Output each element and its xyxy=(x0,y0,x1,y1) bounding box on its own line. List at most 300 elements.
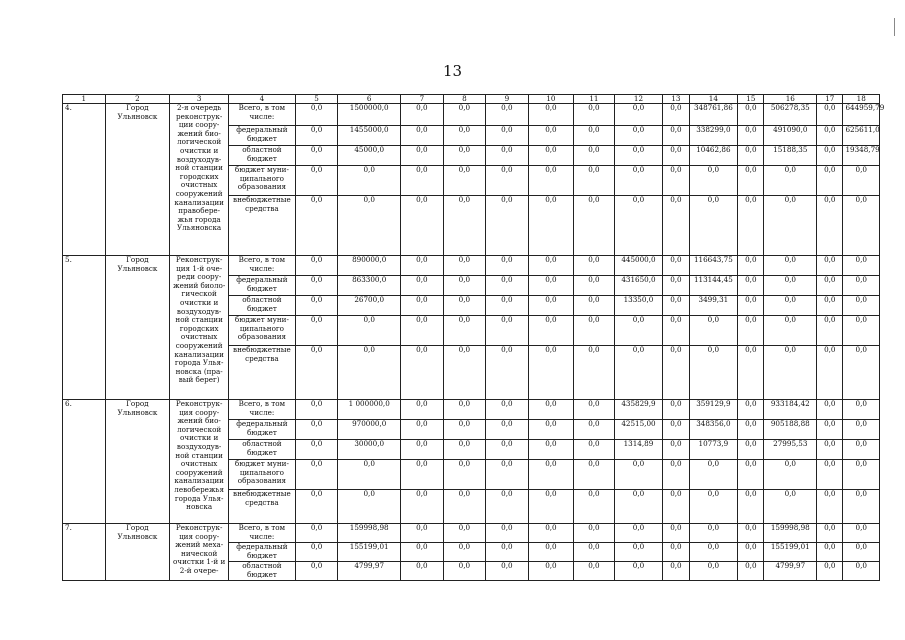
amount-cell: 0,0 xyxy=(443,196,486,256)
amount-cell: 155199,01 xyxy=(764,543,817,562)
amount-cell: 0,0 xyxy=(401,276,444,296)
amount-cell: 0,0 xyxy=(574,196,614,256)
amount-cell: 0,0 xyxy=(614,166,663,196)
funding-source: бюджет муни-ципального образования xyxy=(229,166,296,196)
amount-cell: 0,0 xyxy=(443,346,486,400)
column-number-header: 10 xyxy=(528,95,574,104)
amount-cell: 0,0 xyxy=(528,104,574,126)
amount-cell: 0,0 xyxy=(574,562,614,581)
amount-cell: 0,0 xyxy=(843,524,880,543)
amount-cell: 0,0 xyxy=(443,146,486,166)
amount-cell: 0,0 xyxy=(486,562,529,581)
amount-cell: 0,0 xyxy=(486,126,529,146)
funding-source: Всего, в том числе: xyxy=(229,256,296,276)
amount-cell: 0,0 xyxy=(574,276,614,296)
project-city: Город Ульяновск xyxy=(105,400,170,524)
funding-source: Всего, в том числе: xyxy=(229,104,296,126)
amount-cell: 0,0 xyxy=(528,296,574,316)
amount-cell: 0,0 xyxy=(689,196,738,256)
project-number: 7. xyxy=(63,524,106,581)
amount-cell: 0,0 xyxy=(614,490,663,524)
amount-cell: 0,0 xyxy=(764,256,817,276)
amount-cell: 0,0 xyxy=(401,126,444,146)
amount-cell: 0,0 xyxy=(738,440,764,460)
table-row xyxy=(63,256,880,276)
amount-cell: 0,0 xyxy=(738,420,764,440)
amount-cell: 0,0 xyxy=(295,104,338,126)
amount-cell: 0,0 xyxy=(401,460,444,490)
column-number-header: 16 xyxy=(764,95,817,104)
amount-cell: 0,0 xyxy=(663,420,689,440)
amount-cell: 0,0 xyxy=(528,400,574,420)
funding-source: федеральный бюджет xyxy=(229,276,296,296)
amount-cell: 0,0 xyxy=(574,296,614,316)
amount-cell: 0,0 xyxy=(843,316,880,346)
amount-cell: 0,0 xyxy=(738,316,764,346)
amount-cell: 0,0 xyxy=(401,420,444,440)
amount-cell: 0,0 xyxy=(295,562,338,581)
amount-cell: 0,0 xyxy=(738,490,764,524)
amount-cell: 0,0 xyxy=(614,543,663,562)
amount-cell: 0,0 xyxy=(338,490,401,524)
amount-cell: 0,0 xyxy=(528,346,574,400)
amount-cell: 0,0 xyxy=(843,562,880,581)
column-number-header: 18 xyxy=(843,95,880,104)
amount-cell: 0,0 xyxy=(817,276,843,296)
amount-cell: 0,0 xyxy=(843,196,880,256)
amount-cell: 0,0 xyxy=(738,562,764,581)
amount-cell: 0,0 xyxy=(663,166,689,196)
amount-cell: 0,0 xyxy=(295,256,338,276)
amount-cell: 0,0 xyxy=(663,440,689,460)
amount-cell: 13350,0 xyxy=(614,296,663,316)
amount-cell: 0,0 xyxy=(443,562,486,581)
column-number-header: 17 xyxy=(817,95,843,104)
amount-cell: 0,0 xyxy=(528,126,574,146)
amount-cell: 0,0 xyxy=(486,346,529,400)
funding-source: бюджет муни-ципального образования xyxy=(229,460,296,490)
amount-cell: 933184,42 xyxy=(764,400,817,420)
amount-cell: 0,0 xyxy=(295,460,338,490)
project-object: Реконструк-ция 1-й оче-реди соору-жений биоло-гической очистки и воздуходув-ной станции городских очистных сооружений канализации города Улья-новска (пра-вый берег) xyxy=(170,256,229,400)
amount-cell: 3499,31 xyxy=(689,296,738,316)
amount-cell: 0,0 xyxy=(295,543,338,562)
amount-cell: 0,0 xyxy=(338,166,401,196)
amount-cell: 0,0 xyxy=(689,316,738,346)
amount-cell: 0,0 xyxy=(574,166,614,196)
amount-cell: 0,0 xyxy=(443,420,486,440)
funding-source: областной бюджет xyxy=(229,562,296,581)
amount-cell: 0,0 xyxy=(764,460,817,490)
amount-cell: 0,0 xyxy=(443,256,486,276)
amount-cell: 0,0 xyxy=(614,460,663,490)
amount-cell: 0,0 xyxy=(614,316,663,346)
amount-cell: 0,0 xyxy=(738,146,764,166)
funding-source: федеральный бюджет xyxy=(229,543,296,562)
page-number: 13 xyxy=(442,62,463,80)
amount-cell: 0,0 xyxy=(738,256,764,276)
amount-cell: 0,0 xyxy=(817,440,843,460)
column-number-header: 14 xyxy=(689,95,738,104)
column-number-header: 11 xyxy=(574,95,614,104)
amount-cell: 0,0 xyxy=(295,196,338,256)
funding-source: Всего, в том числе: xyxy=(229,524,296,543)
column-number-header: 9 xyxy=(486,95,529,104)
amount-cell: 0,0 xyxy=(817,543,843,562)
column-number-header: 12 xyxy=(614,95,663,104)
amount-cell: 0,0 xyxy=(574,256,614,276)
amount-cell: 0,0 xyxy=(689,346,738,400)
column-number-header: 4 xyxy=(229,95,296,104)
amount-cell: 0,0 xyxy=(663,346,689,400)
amount-cell: 0,0 xyxy=(528,460,574,490)
amount-cell: 0,0 xyxy=(817,420,843,440)
amount-cell: 863300,0 xyxy=(338,276,401,296)
amount-cell: 0,0 xyxy=(817,562,843,581)
funding-source: областной бюджет xyxy=(229,296,296,316)
table-row xyxy=(63,400,880,420)
amount-cell: 0,0 xyxy=(817,490,843,524)
amount-cell: 0,0 xyxy=(574,126,614,146)
amount-cell: 42515,00 xyxy=(614,420,663,440)
amount-cell: 0,0 xyxy=(295,400,338,420)
amount-cell: 0,0 xyxy=(486,296,529,316)
amount-cell: 0,0 xyxy=(528,276,574,296)
amount-cell: 0,0 xyxy=(486,196,529,256)
amount-cell: 0,0 xyxy=(401,316,444,346)
amount-cell: 0,0 xyxy=(764,490,817,524)
amount-cell: 0,0 xyxy=(689,460,738,490)
project-object: Реконструк-ция соору-жений меха-нической очистки 1-й и 2-й очере- xyxy=(170,524,229,581)
amount-cell: 0,0 xyxy=(574,490,614,524)
amount-cell: 4799,97 xyxy=(764,562,817,581)
amount-cell: 0,0 xyxy=(401,562,444,581)
amount-cell: 0,0 xyxy=(295,490,338,524)
amount-cell: 0,0 xyxy=(614,196,663,256)
amount-cell: 0,0 xyxy=(689,543,738,562)
project-city: Город Ульяновск xyxy=(105,256,170,400)
amount-cell: 0,0 xyxy=(401,490,444,524)
amount-cell: 0,0 xyxy=(401,196,444,256)
amount-cell: 0,0 xyxy=(443,400,486,420)
amount-cell: 0,0 xyxy=(486,276,529,296)
amount-cell: 491090,0 xyxy=(764,126,817,146)
amount-cell: 0,0 xyxy=(486,524,529,543)
amount-cell: 116643,75 xyxy=(689,256,738,276)
amount-cell: 348356,0 xyxy=(689,420,738,440)
amount-cell: 0,0 xyxy=(614,524,663,543)
amount-cell: 0,0 xyxy=(689,524,738,543)
funding-source: областной бюджет xyxy=(229,146,296,166)
amount-cell: 0,0 xyxy=(614,146,663,166)
amount-cell: 0,0 xyxy=(817,316,843,346)
amount-cell: 0,0 xyxy=(401,543,444,562)
amount-cell: 0,0 xyxy=(528,256,574,276)
amount-cell: 0,0 xyxy=(486,490,529,524)
amount-cell: 0,0 xyxy=(738,276,764,296)
column-number-header: 7 xyxy=(401,95,444,104)
amount-cell: 0,0 xyxy=(817,400,843,420)
amount-cell: 0,0 xyxy=(689,490,738,524)
amount-cell: 0,0 xyxy=(528,316,574,346)
amount-cell: 0,0 xyxy=(843,296,880,316)
amount-cell: 0,0 xyxy=(614,562,663,581)
amount-cell: 0,0 xyxy=(486,256,529,276)
amount-cell: 0,0 xyxy=(574,316,614,346)
funding-source: бюджет муни-ципального образования xyxy=(229,316,296,346)
table-row xyxy=(63,524,880,543)
amount-cell: 0,0 xyxy=(738,166,764,196)
amount-cell: 905188,88 xyxy=(764,420,817,440)
project-number: 6. xyxy=(63,400,106,524)
column-number-header: 3 xyxy=(170,95,229,104)
amount-cell: 0,0 xyxy=(817,196,843,256)
amount-cell: 0,0 xyxy=(401,256,444,276)
column-number-header: 8 xyxy=(443,95,486,104)
amount-cell: 338299,0 xyxy=(689,126,738,146)
amount-cell: 348761,86 xyxy=(689,104,738,126)
amount-cell: 0,0 xyxy=(443,460,486,490)
amount-cell: 0,0 xyxy=(843,420,880,440)
amount-cell: 0,0 xyxy=(443,166,486,196)
funding-source: внебюджетные средства xyxy=(229,490,296,524)
amount-cell: 0,0 xyxy=(574,104,614,126)
amount-cell: 0,0 xyxy=(574,346,614,400)
amount-cell: 0,0 xyxy=(443,296,486,316)
amount-cell: 0,0 xyxy=(443,440,486,460)
amount-cell: 0,0 xyxy=(817,104,843,126)
amount-cell: 0,0 xyxy=(401,524,444,543)
amount-cell: 0,0 xyxy=(574,146,614,166)
amount-cell: 0,0 xyxy=(486,104,529,126)
amount-cell: 970000,0 xyxy=(338,420,401,440)
amount-cell: 0,0 xyxy=(295,276,338,296)
amount-cell: 30000,0 xyxy=(338,440,401,460)
amount-cell: 4799,97 xyxy=(338,562,401,581)
amount-cell: 0,0 xyxy=(817,460,843,490)
amount-cell: 159998,98 xyxy=(338,524,401,543)
amount-cell: 0,0 xyxy=(401,104,444,126)
column-number-header: 2 xyxy=(105,95,170,104)
amount-cell: 0,0 xyxy=(528,166,574,196)
amount-cell: 0,0 xyxy=(663,543,689,562)
amount-cell: 0,0 xyxy=(295,316,338,346)
amount-cell: 0,0 xyxy=(663,196,689,256)
amount-cell: 0,0 xyxy=(663,104,689,126)
amount-cell: 0,0 xyxy=(663,524,689,543)
funding-source: федеральный бюджет xyxy=(229,420,296,440)
amount-cell: 0,0 xyxy=(486,166,529,196)
amount-cell: 0,0 xyxy=(689,562,738,581)
amount-cell: 0,0 xyxy=(663,276,689,296)
amount-cell: 0,0 xyxy=(574,460,614,490)
amount-cell: 0,0 xyxy=(764,196,817,256)
amount-cell: 0,0 xyxy=(401,166,444,196)
project-object: Реконструк-ция соору-жений био-логической очистки и воздуходув-ной станции очистных сооружений канализации левобережья города Улья-новска xyxy=(170,400,229,524)
amount-cell: 0,0 xyxy=(614,346,663,400)
amount-cell: 113144,45 xyxy=(689,276,738,296)
amount-cell: 0,0 xyxy=(764,296,817,316)
amount-cell: 0,0 xyxy=(486,420,529,440)
amount-cell: 0,0 xyxy=(663,460,689,490)
amount-cell: 0,0 xyxy=(401,146,444,166)
amount-cell: 0,0 xyxy=(738,296,764,316)
amount-cell: 0,0 xyxy=(738,104,764,126)
amount-cell: 155199,01 xyxy=(338,543,401,562)
amount-cell: 0,0 xyxy=(764,276,817,296)
amount-cell: 0,0 xyxy=(843,543,880,562)
amount-cell: 0,0 xyxy=(486,543,529,562)
table-row xyxy=(63,104,880,126)
amount-cell: 0,0 xyxy=(486,400,529,420)
amount-cell: 0,0 xyxy=(738,126,764,146)
amount-cell: 0,0 xyxy=(295,440,338,460)
amount-cell: 15188,35 xyxy=(764,146,817,166)
amount-cell: 0,0 xyxy=(614,126,663,146)
amount-cell: 625611,0 xyxy=(843,126,880,146)
amount-cell: 431650,0 xyxy=(614,276,663,296)
amount-cell: 1314,89 xyxy=(614,440,663,460)
amount-cell: 0,0 xyxy=(764,166,817,196)
amount-cell: 0,0 xyxy=(843,276,880,296)
amount-cell: 0,0 xyxy=(817,126,843,146)
amount-cell: 0,0 xyxy=(817,346,843,400)
amount-cell: 0,0 xyxy=(663,256,689,276)
amount-cell: 10773,9 xyxy=(689,440,738,460)
amount-cell: 0,0 xyxy=(528,524,574,543)
budget-table xyxy=(62,94,885,581)
funding-source: Всего, в том числе: xyxy=(229,400,296,420)
funding-source: федеральный бюджет xyxy=(229,126,296,146)
amount-cell: 0,0 xyxy=(817,146,843,166)
amount-cell: 0,0 xyxy=(689,166,738,196)
project-number: 4. xyxy=(63,104,106,256)
amount-cell: 0,0 xyxy=(738,346,764,400)
amount-cell: 0,0 xyxy=(738,460,764,490)
amount-cell: 0,0 xyxy=(817,166,843,196)
amount-cell: 0,0 xyxy=(486,460,529,490)
margin-mark xyxy=(894,18,895,36)
amount-cell: 445000,0 xyxy=(614,256,663,276)
amount-cell: 45000,0 xyxy=(338,146,401,166)
amount-cell: 0,0 xyxy=(528,440,574,460)
amount-cell: 0,0 xyxy=(443,524,486,543)
column-number-header: 5 xyxy=(295,95,338,104)
amount-cell: 0,0 xyxy=(738,400,764,420)
column-number-header: 15 xyxy=(738,95,764,104)
amount-cell: 0,0 xyxy=(486,316,529,346)
amount-cell: 0,0 xyxy=(295,126,338,146)
amount-cell: 0,0 xyxy=(295,420,338,440)
amount-cell: 0,0 xyxy=(574,524,614,543)
column-number-header: 1 xyxy=(63,95,106,104)
amount-cell: 0,0 xyxy=(843,166,880,196)
amount-cell: 0,0 xyxy=(663,296,689,316)
amount-cell: 0,0 xyxy=(443,126,486,146)
amount-cell: 0,0 xyxy=(663,490,689,524)
amount-cell: 0,0 xyxy=(401,346,444,400)
amount-cell: 0,0 xyxy=(401,296,444,316)
amount-cell: 0,0 xyxy=(817,256,843,276)
amount-cell: 0,0 xyxy=(738,543,764,562)
amount-cell: 0,0 xyxy=(764,346,817,400)
amount-cell: 0,0 xyxy=(843,440,880,460)
amount-cell: 10462,86 xyxy=(689,146,738,166)
amount-cell: 0,0 xyxy=(574,543,614,562)
amount-cell: 1455000,0 xyxy=(338,126,401,146)
amount-cell: 0,0 xyxy=(528,146,574,166)
amount-cell: 890000,0 xyxy=(338,256,401,276)
amount-cell: 0,0 xyxy=(614,104,663,126)
amount-cell: 0,0 xyxy=(817,524,843,543)
amount-cell: 27995,53 xyxy=(764,440,817,460)
amount-cell: 1 000000,0 xyxy=(338,400,401,420)
amount-cell: 0,0 xyxy=(738,524,764,543)
amount-cell: 0,0 xyxy=(663,400,689,420)
amount-cell: 0,0 xyxy=(338,196,401,256)
amount-cell: 1500000,0 xyxy=(338,104,401,126)
project-city: Город Ульяновск xyxy=(105,104,170,256)
amount-cell: 506278,35 xyxy=(764,104,817,126)
column-number-header: 6 xyxy=(338,95,401,104)
amount-cell: 0,0 xyxy=(843,490,880,524)
funding-source: внебюджетные средства xyxy=(229,346,296,400)
amount-cell: 0,0 xyxy=(817,296,843,316)
amount-cell: 0,0 xyxy=(295,166,338,196)
funding-source: областной бюджет xyxy=(229,440,296,460)
amount-cell: 0,0 xyxy=(663,126,689,146)
amount-cell: 0,0 xyxy=(401,400,444,420)
amount-cell: 0,0 xyxy=(443,316,486,346)
amount-cell: 0,0 xyxy=(528,196,574,256)
amount-cell: 0,0 xyxy=(663,316,689,346)
amount-cell: 0,0 xyxy=(401,440,444,460)
amount-cell: 26700,0 xyxy=(338,296,401,316)
amount-cell: 19348,79 xyxy=(843,146,880,166)
amount-cell: 0,0 xyxy=(843,346,880,400)
amount-cell: 0,0 xyxy=(295,296,338,316)
amount-cell: 644959,79 xyxy=(843,104,880,126)
amount-cell: 0,0 xyxy=(528,562,574,581)
amount-cell: 0,0 xyxy=(338,316,401,346)
amount-cell: 0,0 xyxy=(295,146,338,166)
funding-source: внебюджетные средства xyxy=(229,196,296,256)
amount-cell: 0,0 xyxy=(338,460,401,490)
column-number-header: 13 xyxy=(663,95,689,104)
amount-cell: 0,0 xyxy=(663,146,689,166)
amount-cell: 0,0 xyxy=(295,524,338,543)
amount-cell: 0,0 xyxy=(486,440,529,460)
amount-cell: 0,0 xyxy=(295,346,338,400)
amount-cell: 0,0 xyxy=(738,196,764,256)
amount-cell: 359129,9 xyxy=(689,400,738,420)
amount-cell: 435829,9 xyxy=(614,400,663,420)
amount-cell: 0,0 xyxy=(843,460,880,490)
amount-cell: 0,0 xyxy=(443,543,486,562)
amount-cell: 0,0 xyxy=(843,256,880,276)
amount-cell: 0,0 xyxy=(764,316,817,346)
amount-cell: 0,0 xyxy=(443,490,486,524)
amount-cell: 0,0 xyxy=(574,440,614,460)
amount-cell: 0,0 xyxy=(843,400,880,420)
amount-cell: 0,0 xyxy=(663,562,689,581)
amount-cell: 0,0 xyxy=(528,490,574,524)
project-object: 2-я очередь реконструк-ции соору-жений био-логической очистки и воздуходув-ной станции городских очистных сооружений канализации правобере-жья города Ульяновска xyxy=(170,104,229,256)
project-city: Город Ульяновск xyxy=(105,524,170,581)
amount-cell: 0,0 xyxy=(486,146,529,166)
amount-cell: 0,0 xyxy=(338,346,401,400)
amount-cell: 0,0 xyxy=(528,543,574,562)
